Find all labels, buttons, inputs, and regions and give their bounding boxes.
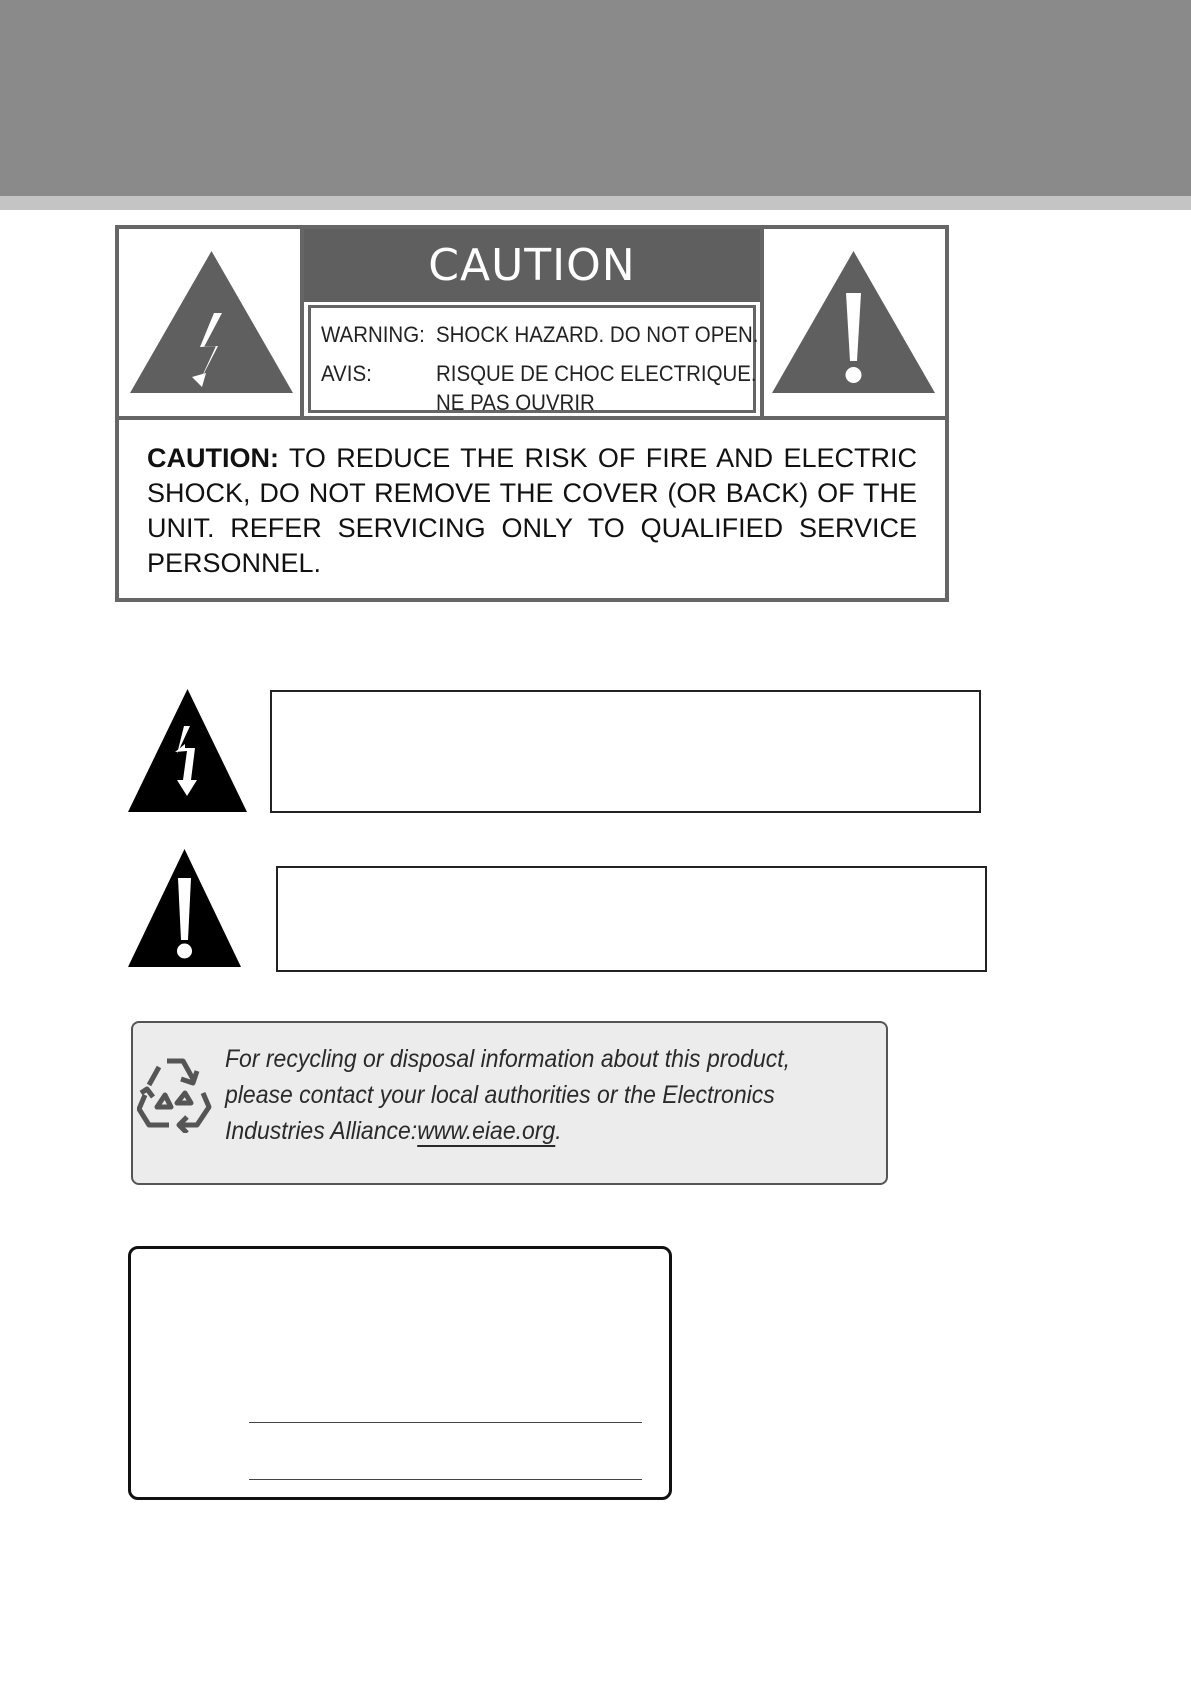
exclamation-symbol-icon — [127, 848, 242, 968]
caution-body — [147, 441, 917, 581]
lightning-explanation-box — [270, 690, 981, 813]
header-band — [0, 0, 1191, 196]
lightning-warning-icon — [128, 249, 295, 395]
recycling-text — [225, 1041, 832, 1149]
caution-label — [115, 225, 949, 602]
header-band-edge — [0, 196, 1191, 210]
caution-divider — [119, 416, 945, 420]
eiae-link[interactable]: www.eiae.org — [417, 1117, 556, 1145]
caution-right-panel — [760, 229, 945, 416]
record-box — [128, 1246, 672, 1500]
avis-value-line2: NE PAS OUVRIR — [436, 390, 595, 415]
exclamation-explanation-box — [276, 866, 987, 972]
recycle-icon — [137, 1053, 213, 1133]
caution-center-panel — [304, 229, 760, 416]
lightning-symbol-icon — [127, 688, 248, 813]
warning-box — [308, 305, 759, 415]
warning-key: WARNING: — [321, 322, 425, 347]
warning-value: SHOCK HAZARD. DO NOT OPEN. — [436, 322, 759, 347]
exclamation-warning-icon — [770, 249, 937, 395]
caution-body-lead: CAUTION: — [147, 443, 279, 473]
avis-value-line1: RISQUE DE CHOC ELECTRIQUE. — [436, 361, 757, 386]
record-line-1 — [249, 1422, 642, 1423]
caution-title: CAUTION — [304, 229, 760, 302]
record-line-2 — [249, 1479, 642, 1480]
recycling-suffix: . — [555, 1117, 562, 1145]
caution-body-text: TO REDUCE THE RISK OF FIRE AND ELECTRIC SHOCK, DO NOT REMOVE THE COVER (OR BACK) OF THE UNIT. REFER SERVICING ONLY TO QUALIFIED SERVICE PERSONNEL. — [147, 443, 918, 578]
avis-key: AVIS: — [321, 361, 372, 386]
recycling-message: For recycling or disposal information about this product, please contact your local authorities or the Electronics Industries Alliance: — [225, 1045, 791, 1145]
recycling-notice — [131, 1021, 888, 1185]
caution-left-panel — [119, 229, 304, 416]
